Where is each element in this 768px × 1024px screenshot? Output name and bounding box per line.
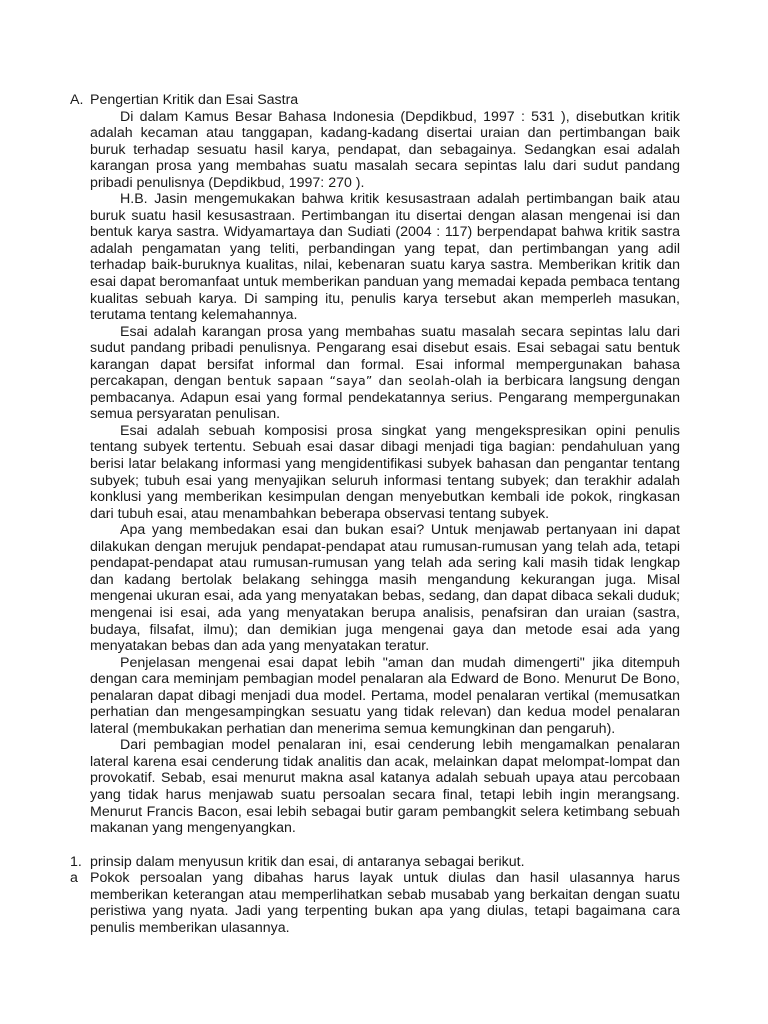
paragraph-definition: Di dalam Kamus Besar Bahasa Indonesia (Depdikbud, 1997 : 531 ), disebutkan kritik adalah kecaman atau tanggapan, kadang-kadang disertai uraian dan pertimbangan baik buruk terhadap sesuatu hasil karya, pendapat, dan sebagainya. Sedangkan esai adalah karangan prosa yang membahas suatu masalah secara sepintas lalu dari sudut pandang pribadi penulisnya (Depdikbud, 1997: 270 ).	[90, 108, 680, 191]
paragraph-essay-prose	[90, 324, 680, 423]
paragraph-de-bono: Penjelasan mengenai esai dapat lebih "aman dan mudah dimengerti" jika ditempuh dengan cara meminjam pembagian model penalaran ala Edward de Bono. Menurut De Bono, penalaran dapat dibagi menjadi dua model. Pertama, model penalaran vertikal (memusatkan perhatian dan mengesampingkan sesuatu yang tidak relevan) dan kedua model penalaran lateral (membukakan perhatian dan menerima semua kemungkinan dan pengaruh).	[90, 654, 680, 737]
list-item-principles	[70, 854, 680, 871]
paragraph-jasin: H.B. Jasin mengemukakan bahwa kritik kesusastraan adalah pertimbangan baik atau buruk suatu hasil kesusastraan. Pertimbangan itu disertai dengan alasan mengenai isi dan bentuk karya sastra. Widyamartaya dan Sudiati (2004 : 117) berpendapat bahwa kritik sastra adalah pengamatan yang teliti, perbandingan yang tepat, dan pertimbangan yang adil terhadap baik-buruknya kualitas, nilai, kebenaran suatu karya sastra. Memberikan kritik dan esai dapat beromanfaat untuk memberikan panduan yang memadai kepada pembaca tentang kualitas sebuah karya. Di samping itu, penulis karya tersebut akan memperleh masukan, terutama tentang kelemahannya.	[90, 191, 680, 324]
sublist-marker: a	[70, 870, 78, 887]
list-text: prinsip dalam menyusun kritik dan esai, di antaranya sebagai berikut.	[90, 853, 525, 870]
paragraph-composition: Esai adalah sebuah komposisi prosa singkat yang mengekspresikan opini penulis tentang subyek tertentu. Sebuah esai dasar dibagi menjadi tiga bagian: pendahuluan yang berisi latar belakang informasi yang mengidentifikasi subyek bahasan dan pengantar tentang subyek; tubuh esai yang menyajikan seluruh informasi tentang subyek; dan terakhir adalah konklusi yang memberikan kesimpulan dengan menyebutkan kembali ide pokok, ringkasan dari tubuh esai, atau menambahkan beberapa observasi tentang subyek.	[90, 422, 680, 522]
list-marker: 1.	[70, 853, 82, 870]
paragraph-essay-prose-text-2: -olah ia berbicara langsung dengan pembacanya. Adapun esai yang formal pendekatannya serius. Pengarang mempergunakan semua persyaratan penulisan.	[90, 373, 680, 423]
sublist-text: Pokok persoalan yang dibahas harus layak untuk diulas dan hasil ulasannya harus memberikan keterangan atau memperlihatkan sebab musabab yang berkaitan dengan suatu peristiwa yang nyata. Jadi yang terpenting bukan apa yang diulas, tetapi bagaimana cara penulis memberikan ulasannya.	[90, 870, 680, 936]
section-marker: A.	[70, 92, 84, 108]
paragraph-essay-prose-inline: bentuk sapaan “saya” dan seolah	[227, 373, 451, 389]
section-spacer	[70, 837, 680, 854]
section-heading	[70, 92, 680, 109]
paragraph-difference: Apa yang membedakan esai dan bukan esai? Untuk menjawab pertanyaan ini dapat dilakukan dengan merujuk pendapat-pendapat atau rumusan-rumusan yang telah ada, tetapi pendapat-pendapat atau rumusan-rumusan yang telah ada sering kali masih tidak lengkap dan kadang bertolak belakang sehingga masih mengandung kekurangan juga. Misal mengenai ukuran esai, ada yang menyatakan bebas, sedang, dan dapat dibaca sekali duduk; mengenai isi esai, ada yang menyatakan berupa analisis, penafsiran dan uraian (sastra, budaya, filsafat, ilmu); dan demikian juga mengenai gaya dan metode esai ada yang menyatakan bebas dan ada yang menyatakan teratur.	[90, 522, 680, 655]
section-title: Pengertian Kritik dan Esai Sastra	[90, 92, 299, 108]
paragraph-essay-prose-text-1: Esai adalah karangan prosa yang membahas suatu masalah secara sepintas lalu dari sudut pandang pribadi penulisnya. Pengarang esai disebut esais. Esai sebagai satu bentuk karangan dapat bersifat informal dan formal. Esai informal mempergunakan bahasa percakapan, dengan	[90, 323, 680, 390]
section-body	[90, 109, 680, 837]
paragraph-lateral: Dari pembagian model penalaran ini, esai cenderung lebih mengamalkan penalaran lateral karena esai cenderung tidak analitis dan acak, melainkan dapat melompat-lompat dan provokatif. Sebab, esai menurut makna asal katanya adalah sebuah upaya atau percobaan yang tidak harus menjawab suatu persoalan secara final, tetapi lebih ingin merangsang. Menurut Francis Bacon, esai lebih sebagai butir garam pembangkit selera ketimbang sebuah makanan yang mengenyangkan.	[90, 737, 680, 837]
list-subitem-a	[70, 870, 680, 936]
